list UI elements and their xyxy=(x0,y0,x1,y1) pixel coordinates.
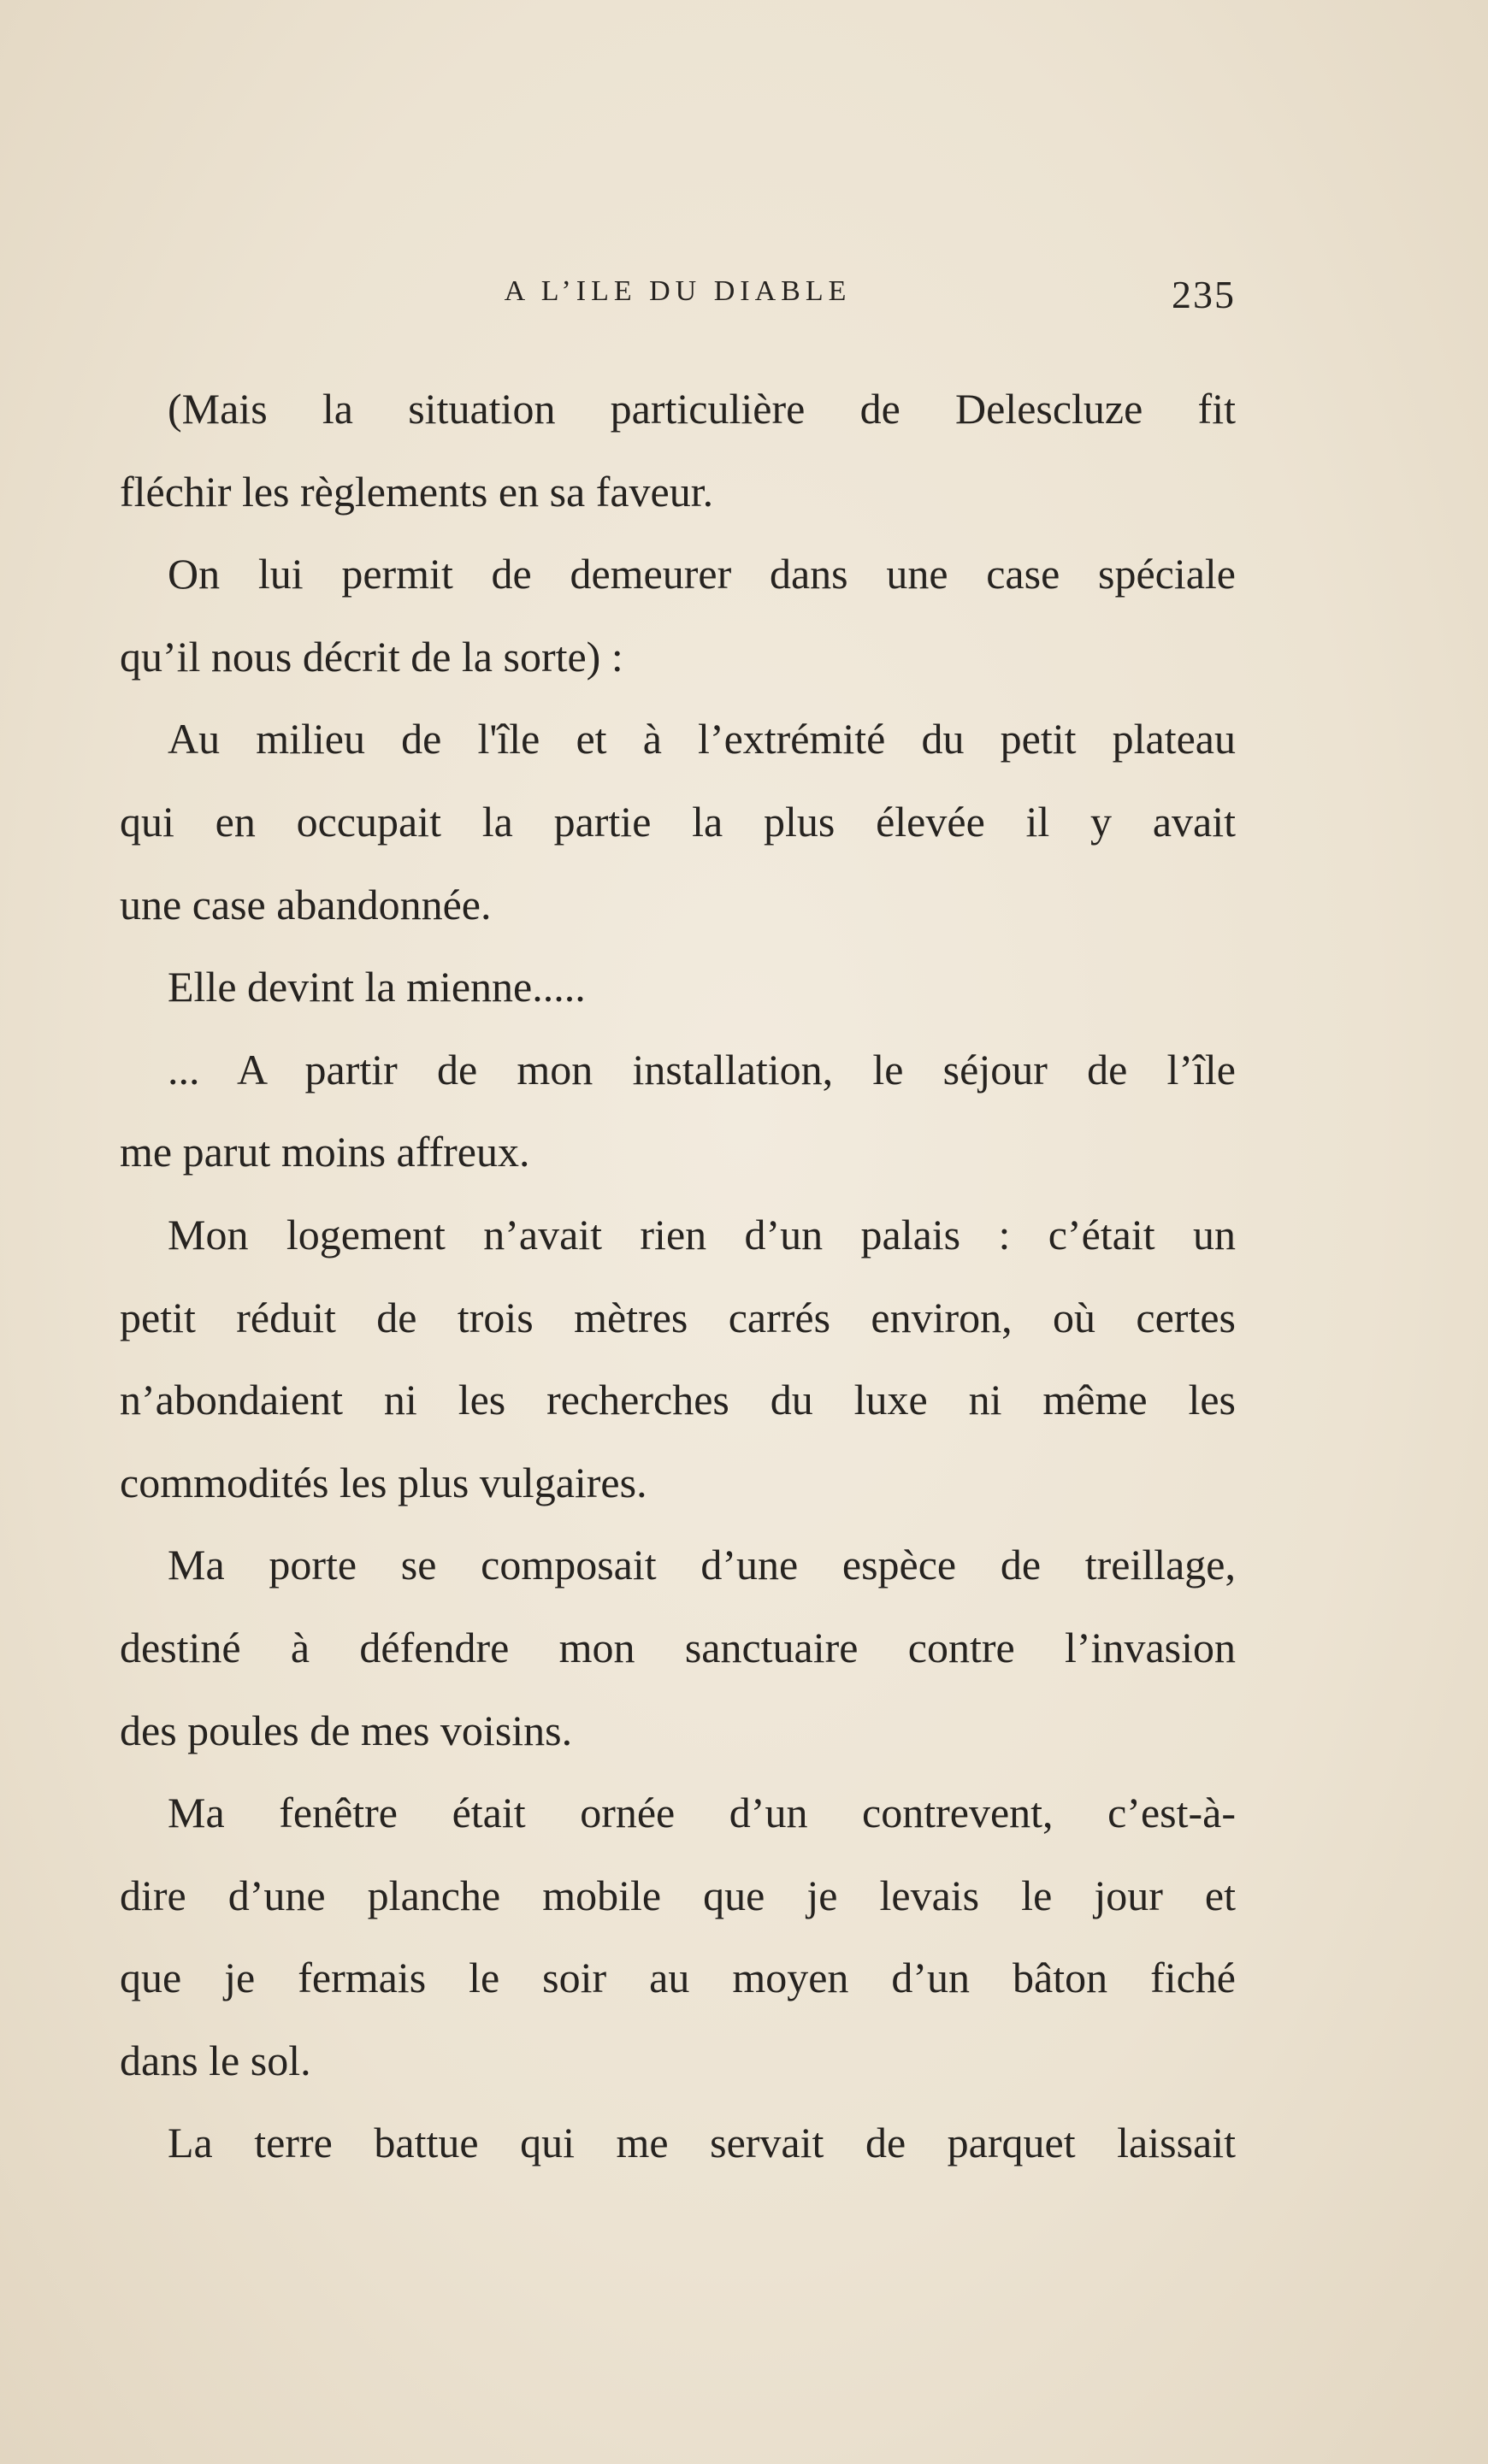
text-line: commodités les plus vulgaires. xyxy=(120,1458,647,1506)
text-line: que je fermais le soir au moyen d’un bâton fiché xyxy=(120,1954,1236,2002)
text-line: ... A partir de mon installation, le séjour de l’île xyxy=(168,1045,1236,1093)
text-line: La terre battue qui me servait de parquet laissait xyxy=(168,2119,1236,2167)
text-line: me parut moins affreux. xyxy=(120,1128,530,1176)
text-line: petit réduit de trois mètres carrés environ, où certes xyxy=(120,1293,1236,1341)
text-line: Ma porte se composait d’une espèce de treillage, xyxy=(168,1541,1236,1589)
text-line: Au milieu de l'île et à l’extrémité du petit plateau xyxy=(168,715,1236,763)
text-line: Elle devint la mienne..... xyxy=(168,963,586,1011)
text-line: des poules de mes voisins. xyxy=(120,1706,573,1754)
text-line: qui en occupait la partie la plus élevée il y avait xyxy=(120,797,1236,846)
body-text xyxy=(120,368,1236,2184)
text-line: fléchir les règlements en sa faveur. xyxy=(120,467,714,516)
page-number: 235 xyxy=(1172,273,1236,316)
text-line: une case abandonnée. xyxy=(120,880,492,928)
text-line: n’abondaient ni les recherches du luxe ni même les xyxy=(120,1376,1236,1424)
text-line: Ma fenêtre était ornée d’un contrevent, c’est-à- xyxy=(168,1789,1236,1837)
text-line: Mon logement n’avait rien d’un palais : c’était un xyxy=(168,1210,1236,1259)
text-line: On lui permit de demeurer dans une case spéciale xyxy=(168,550,1236,598)
text-line: (Mais la situation particulière de Delescluze fit xyxy=(168,385,1236,433)
text-line: dans le sol. xyxy=(120,2036,311,2084)
running-head xyxy=(120,275,1236,327)
text-line: qu’il nous décrit de la sorte) : xyxy=(120,632,623,681)
running-head-title: A L’ILE DU DIABLE xyxy=(504,275,852,307)
text-line: dire d’une planche mobile que je levais le jour et xyxy=(120,1871,1236,1919)
text-line: destiné à défendre mon sanctuaire contre l’invasion xyxy=(120,1623,1236,1671)
